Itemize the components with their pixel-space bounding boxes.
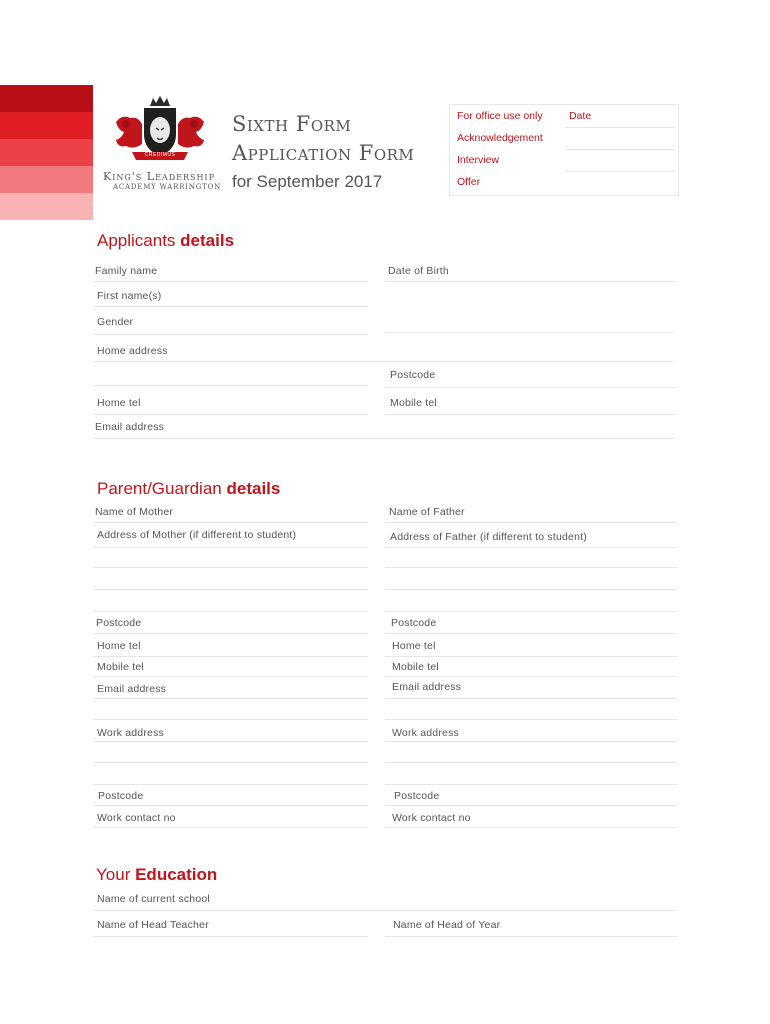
father-postcode-field[interactable] [385,633,677,634]
father-name-label: Name of Father [389,506,465,518]
gender-field[interactable] [93,334,368,335]
father-mobile-tel-field[interactable] [385,676,677,677]
head-of-year-label: Name of Head of Year [393,919,501,931]
school-crest-logo [112,94,208,166]
guardian-heading-bold: details [226,479,281,498]
form-title-line3: for September 2017 [232,172,383,191]
guardian-section-heading [97,479,280,499]
decor-stripe-3 [0,139,93,166]
form-title-line1: Sixth Form [232,112,352,136]
mother-home-tel-label: Home tel [97,640,141,652]
father-work-address-label: Work address [392,727,459,739]
mobile-tel-field[interactable] [385,414,677,415]
office-interview-label: Interview [457,154,500,166]
father-email-field-2[interactable] [385,719,677,720]
office-divider [565,171,675,172]
applicant-heading-plain: Applicants [97,231,176,250]
mother-name-field[interactable] [93,522,368,523]
email-field[interactable] [93,438,675,439]
office-date-label: Date [569,110,592,122]
father-work-address-field[interactable] [385,741,677,742]
father-postcode-label: Postcode [391,617,437,629]
mother-work-address-field-2[interactable] [93,762,368,763]
date-of-birth-field[interactable] [385,281,677,282]
mother-email-label: Email address [97,683,167,695]
mother-home-tel-field[interactable] [93,656,368,657]
mother-work-postcode-field[interactable] [93,805,368,806]
mother-address-field-4[interactable] [93,611,368,612]
mother-work-address-field[interactable] [93,741,368,742]
applicant-right-field[interactable] [385,332,673,333]
mother-work-contact-field[interactable] [93,827,368,828]
guardian-heading-plain: Parent/Guardian [97,479,222,498]
decor-stripe-2 [0,112,93,139]
education-section-heading [96,865,217,885]
mother-work-address-field-3[interactable] [93,784,368,785]
father-address-field-4[interactable] [385,611,677,612]
father-name-field[interactable] [385,522,677,523]
office-use-box [449,104,679,196]
current-school-field[interactable] [93,910,677,911]
school-name: King's Leadership [103,170,215,183]
family-name-label: Family name [95,265,158,277]
family-name-field[interactable] [93,281,368,282]
home-tel-label: Home tel [97,397,141,409]
mother-email-field[interactable] [93,698,368,699]
mother-mobile-tel-field[interactable] [93,676,368,677]
father-address-field[interactable] [385,547,677,548]
applicant-heading-bold: details [180,231,235,250]
applicant-section-heading [97,231,234,251]
father-email-label: Email address [392,681,462,693]
mother-work-address-label: Work address [97,727,164,739]
mother-address-label: Address of Mother (if different to student) [97,529,297,541]
home-tel-field[interactable] [93,414,368,415]
first-names-field[interactable] [93,306,368,307]
education-heading-bold: Education [135,865,218,884]
home-address-field-2[interactable] [93,385,368,386]
father-address-label: Address of Father (if different to student) [390,531,587,543]
postcode-field[interactable] [385,387,677,388]
mother-address-field[interactable] [93,547,368,548]
education-heading-plain: Your [96,865,131,884]
decor-stripe-1 [0,85,93,112]
father-work-address-field-2[interactable] [385,762,677,763]
home-address-label: Home address [97,345,168,357]
father-email-field[interactable] [385,698,677,699]
mother-work-postcode-label: Postcode [98,790,144,802]
father-work-postcode-label: Postcode [394,790,440,802]
father-address-field-2[interactable] [385,567,677,568]
crest-motto: CREDIMUS [144,152,176,158]
office-offer-label: Offer [457,176,481,188]
home-address-field[interactable] [93,361,673,362]
mother-mobile-tel-label: Mobile tel [97,661,144,673]
mother-postcode-field[interactable] [93,633,368,634]
mother-email-field-2[interactable] [93,719,368,720]
mother-address-field-2[interactable] [93,567,368,568]
office-divider [565,127,675,128]
father-work-contact-label: Work contact no [392,812,471,824]
father-address-field-3[interactable] [385,589,677,590]
mother-postcode-label: Postcode [96,617,142,629]
father-home-tel-field[interactable] [385,656,677,657]
current-school-label: Name of current school [97,893,210,905]
office-date-field[interactable] [567,129,677,149]
father-work-contact-field[interactable] [385,827,677,828]
postcode-label: Postcode [390,369,436,381]
head-of-year-field[interactable] [385,936,677,937]
father-home-tel-label: Home tel [392,640,436,652]
date-of-birth-label: Date of Birth [388,265,449,277]
form-title-line2: Application Form [232,141,415,165]
mobile-tel-label: Mobile tel [390,397,437,409]
gender-label: Gender [97,316,134,328]
first-names-label: First name(s) [97,290,162,302]
father-work-postcode-field[interactable] [385,805,677,806]
school-subname: ACADEMY WARRINGTON [113,183,222,191]
head-teacher-label: Name of Head Teacher [97,919,209,931]
office-divider [565,149,675,150]
decor-stripe-5 [0,193,93,220]
head-teacher-field[interactable] [93,936,368,937]
father-mobile-tel-label: Mobile tel [392,661,439,673]
father-work-address-field-3[interactable] [385,784,677,785]
office-heading: For office use only [457,110,543,122]
decor-stripe-4 [0,166,93,193]
email-label: Email address [95,421,165,433]
mother-address-field-3[interactable] [93,589,368,590]
mother-work-contact-label: Work contact no [97,812,176,824]
mother-name-label: Name of Mother [95,506,174,518]
office-acknowledgement-label: Acknowledgement [457,132,543,144]
